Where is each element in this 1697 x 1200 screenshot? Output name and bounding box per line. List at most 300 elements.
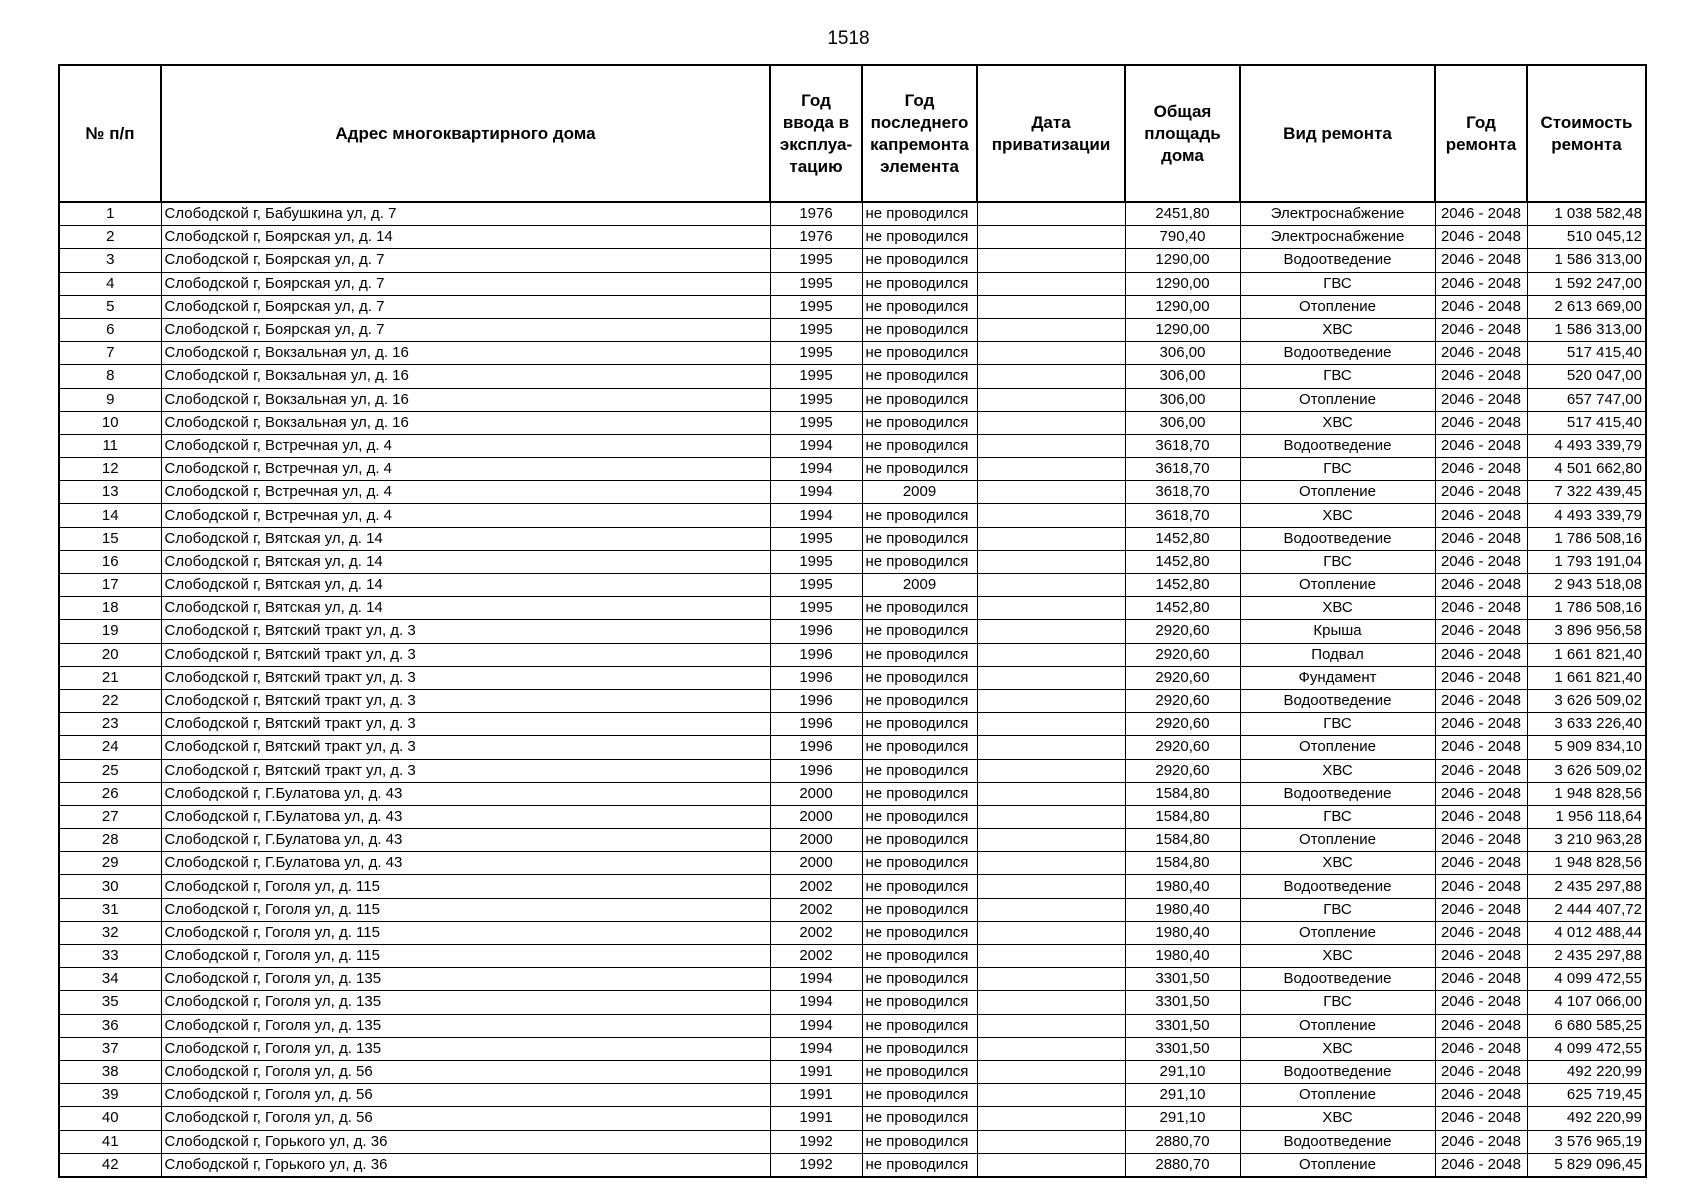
- repair-year-cell: 2046 - 2048: [1435, 643, 1527, 666]
- area-cell: 1584,80: [1125, 782, 1240, 805]
- address-cell: Слободской г, Гоголя ул, д. 115: [161, 875, 770, 898]
- table-row: [59, 318, 1646, 341]
- year-built-cell: 2000: [770, 852, 862, 875]
- table-row: [59, 643, 1646, 666]
- row-number-cell: 24: [59, 736, 161, 759]
- cost-cell: 1 793 191,04: [1527, 550, 1646, 573]
- repair-year-cell: 2046 - 2048: [1435, 898, 1527, 921]
- area-cell: 2451,80: [1125, 202, 1240, 226]
- address-cell: Слободской г, Вокзальная ул, д. 16: [161, 388, 770, 411]
- table-row: [59, 1060, 1646, 1083]
- area-cell: 3618,70: [1125, 458, 1240, 481]
- privatization-cell: [977, 434, 1125, 457]
- row-number-cell: 41: [59, 1130, 161, 1153]
- table-row: [59, 481, 1646, 504]
- cost-cell: 1 592 247,00: [1527, 272, 1646, 295]
- privatization-cell: [977, 1130, 1125, 1153]
- header-repair-type: Вид ремонта: [1240, 65, 1435, 202]
- table-row: [59, 945, 1646, 968]
- repair-year-cell: 2046 - 2048: [1435, 504, 1527, 527]
- privatization-cell: [977, 342, 1125, 365]
- repair-type-cell: ХВС: [1240, 945, 1435, 968]
- repair-year-cell: 2046 - 2048: [1435, 852, 1527, 875]
- row-number-cell: 2: [59, 226, 161, 249]
- privatization-cell: [977, 736, 1125, 759]
- area-cell: 1452,80: [1125, 550, 1240, 573]
- area-cell: 1290,00: [1125, 318, 1240, 341]
- last-repair-cell: не проводился: [862, 388, 977, 411]
- table-row: [59, 620, 1646, 643]
- year-built-cell: 1995: [770, 411, 862, 434]
- last-repair-cell: не проводился: [862, 805, 977, 828]
- area-cell: 306,00: [1125, 411, 1240, 434]
- table-row: [59, 365, 1646, 388]
- table-row: [59, 1084, 1646, 1107]
- last-repair-cell: не проводился: [862, 921, 977, 944]
- area-cell: 1452,80: [1125, 597, 1240, 620]
- row-number-cell: 26: [59, 782, 161, 805]
- year-built-cell: 1995: [770, 574, 862, 597]
- row-number-cell: 32: [59, 921, 161, 944]
- last-repair-cell: не проводился: [862, 226, 977, 249]
- privatization-cell: [977, 875, 1125, 898]
- last-repair-cell: не проводился: [862, 504, 977, 527]
- area-cell: 1584,80: [1125, 805, 1240, 828]
- last-repair-cell: не проводился: [862, 829, 977, 852]
- last-repair-cell: не проводился: [862, 458, 977, 481]
- privatization-cell: [977, 295, 1125, 318]
- privatization-cell: [977, 921, 1125, 944]
- cost-cell: 4 012 488,44: [1527, 921, 1646, 944]
- table-row: [59, 202, 1646, 226]
- privatization-cell: [977, 411, 1125, 434]
- year-built-cell: 1994: [770, 434, 862, 457]
- area-cell: 1452,80: [1125, 527, 1240, 550]
- privatization-cell: [977, 968, 1125, 991]
- area-cell: 2920,60: [1125, 666, 1240, 689]
- year-built-cell: 1992: [770, 1153, 862, 1177]
- last-repair-cell: не проводился: [862, 620, 977, 643]
- header-address: Адрес многоквартирного дома: [161, 65, 770, 202]
- repair-type-cell: Отопление: [1240, 388, 1435, 411]
- cost-cell: 7 322 439,45: [1527, 481, 1646, 504]
- address-cell: Слободской г, Гоголя ул, д. 56: [161, 1107, 770, 1130]
- table-row: [59, 1130, 1646, 1153]
- repair-type-cell: Водоотведение: [1240, 527, 1435, 550]
- last-repair-cell: не проводился: [862, 782, 977, 805]
- repair-type-cell: Водоотведение: [1240, 968, 1435, 991]
- repair-year-cell: 2046 - 2048: [1435, 759, 1527, 782]
- repair-year-cell: 2046 - 2048: [1435, 875, 1527, 898]
- privatization-cell: [977, 597, 1125, 620]
- last-repair-cell: не проводился: [862, 1107, 977, 1130]
- repair-year-cell: 2046 - 2048: [1435, 782, 1527, 805]
- address-cell: Слободской г, Г.Булатова ул, д. 43: [161, 829, 770, 852]
- year-built-cell: 1994: [770, 1014, 862, 1037]
- last-repair-cell: не проводился: [862, 1130, 977, 1153]
- cost-cell: 492 220,99: [1527, 1060, 1646, 1083]
- address-cell: Слободской г, Гоголя ул, д. 115: [161, 945, 770, 968]
- year-built-cell: 1991: [770, 1084, 862, 1107]
- address-cell: Слободской г, Боярская ул, д. 7: [161, 272, 770, 295]
- address-cell: Слободской г, Бабушкина ул, д. 7: [161, 202, 770, 226]
- last-repair-cell: не проводился: [862, 759, 977, 782]
- area-cell: 306,00: [1125, 342, 1240, 365]
- year-built-cell: 1995: [770, 249, 862, 272]
- repair-type-cell: Отопление: [1240, 921, 1435, 944]
- year-built-cell: 1995: [770, 272, 862, 295]
- cost-cell: 2 435 297,88: [1527, 945, 1646, 968]
- table-row: [59, 550, 1646, 573]
- year-built-cell: 1995: [770, 365, 862, 388]
- cost-cell: 2 444 407,72: [1527, 898, 1646, 921]
- repair-type-cell: Крыша: [1240, 620, 1435, 643]
- repair-type-cell: ГВС: [1240, 805, 1435, 828]
- repair-year-cell: 2046 - 2048: [1435, 342, 1527, 365]
- year-built-cell: 1994: [770, 968, 862, 991]
- year-built-cell: 1976: [770, 226, 862, 249]
- repair-type-cell: Отопление: [1240, 574, 1435, 597]
- repair-year-cell: 2046 - 2048: [1435, 597, 1527, 620]
- repair-type-cell: ГВС: [1240, 272, 1435, 295]
- last-repair-cell: не проводился: [862, 666, 977, 689]
- row-number-cell: 3: [59, 249, 161, 272]
- row-number-cell: 27: [59, 805, 161, 828]
- row-number-cell: 18: [59, 597, 161, 620]
- last-repair-cell: не проводился: [862, 968, 977, 991]
- header-year-built: Год ввода в эксплуа-тацию: [770, 65, 862, 202]
- privatization-cell: [977, 365, 1125, 388]
- area-cell: 790,40: [1125, 226, 1240, 249]
- address-cell: Слободской г, Вятский тракт ул, д. 3: [161, 689, 770, 712]
- address-cell: Слободской г, Вятский тракт ул, д. 3: [161, 666, 770, 689]
- cost-cell: 4 107 066,00: [1527, 991, 1646, 1014]
- last-repair-cell: не проводился: [862, 249, 977, 272]
- year-built-cell: 2002: [770, 945, 862, 968]
- cost-cell: 1 661 821,40: [1527, 643, 1646, 666]
- privatization-cell: [977, 272, 1125, 295]
- privatization-cell: [977, 643, 1125, 666]
- area-cell: 1980,40: [1125, 875, 1240, 898]
- repair-year-cell: 2046 - 2048: [1435, 945, 1527, 968]
- repair-type-cell: Отопление: [1240, 1014, 1435, 1037]
- cost-cell: 517 415,40: [1527, 411, 1646, 434]
- table-row: [59, 272, 1646, 295]
- repair-year-cell: 2046 - 2048: [1435, 620, 1527, 643]
- privatization-cell: [977, 782, 1125, 805]
- year-built-cell: 1976: [770, 202, 862, 226]
- area-cell: 3301,50: [1125, 1037, 1240, 1060]
- cost-cell: 520 047,00: [1527, 365, 1646, 388]
- repair-type-cell: Отопление: [1240, 1084, 1435, 1107]
- area-cell: 2920,60: [1125, 689, 1240, 712]
- cost-cell: 1 586 313,00: [1527, 318, 1646, 341]
- privatization-cell: [977, 202, 1125, 226]
- header-privatization: Дата приватизации: [977, 65, 1125, 202]
- row-number-cell: 4: [59, 272, 161, 295]
- cost-cell: 2 613 669,00: [1527, 295, 1646, 318]
- cost-cell: 4 501 662,80: [1527, 458, 1646, 481]
- table-row: [59, 249, 1646, 272]
- last-repair-cell: не проводился: [862, 898, 977, 921]
- table-row: [59, 295, 1646, 318]
- repair-year-cell: 2046 - 2048: [1435, 1037, 1527, 1060]
- repair-year-cell: 2046 - 2048: [1435, 458, 1527, 481]
- row-number-cell: 6: [59, 318, 161, 341]
- last-repair-cell: не проводился: [862, 295, 977, 318]
- repair-year-cell: 2046 - 2048: [1435, 318, 1527, 341]
- privatization-cell: [977, 666, 1125, 689]
- year-built-cell: 1995: [770, 527, 862, 550]
- area-cell: 2920,60: [1125, 759, 1240, 782]
- cost-cell: 1 661 821,40: [1527, 666, 1646, 689]
- last-repair-cell: не проводился: [862, 875, 977, 898]
- last-repair-cell: не проводился: [862, 1084, 977, 1107]
- address-cell: Слободской г, Вятский тракт ул, д. 3: [161, 620, 770, 643]
- repair-type-cell: Подвал: [1240, 643, 1435, 666]
- last-repair-cell: не проводился: [862, 597, 977, 620]
- address-cell: Слободской г, Боярская ул, д. 14: [161, 226, 770, 249]
- row-number-cell: 34: [59, 968, 161, 991]
- year-built-cell: 1996: [770, 689, 862, 712]
- address-cell: Слободской г, Гоголя ул, д. 56: [161, 1084, 770, 1107]
- privatization-cell: [977, 481, 1125, 504]
- row-number-cell: 19: [59, 620, 161, 643]
- address-cell: Слободской г, Встречная ул, д. 4: [161, 434, 770, 457]
- last-repair-cell: не проводился: [862, 852, 977, 875]
- repair-year-cell: 2046 - 2048: [1435, 1153, 1527, 1177]
- cost-cell: 3 576 965,19: [1527, 1130, 1646, 1153]
- area-cell: 1980,40: [1125, 921, 1240, 944]
- privatization-cell: [977, 689, 1125, 712]
- repair-type-cell: Водоотведение: [1240, 875, 1435, 898]
- repair-type-cell: ХВС: [1240, 411, 1435, 434]
- repair-type-cell: Водоотведение: [1240, 434, 1435, 457]
- repair-year-cell: 2046 - 2048: [1435, 689, 1527, 712]
- area-cell: 291,10: [1125, 1060, 1240, 1083]
- privatization-cell: [977, 388, 1125, 411]
- address-cell: Слободской г, Встречная ул, д. 4: [161, 458, 770, 481]
- area-cell: 1290,00: [1125, 249, 1240, 272]
- privatization-cell: [977, 574, 1125, 597]
- repair-type-cell: Водоотведение: [1240, 689, 1435, 712]
- repair-year-cell: 2046 - 2048: [1435, 411, 1527, 434]
- cost-cell: 4 493 339,79: [1527, 434, 1646, 457]
- table-row: [59, 805, 1646, 828]
- table-row: [59, 1037, 1646, 1060]
- year-built-cell: 2002: [770, 875, 862, 898]
- area-cell: 1980,40: [1125, 898, 1240, 921]
- repair-type-cell: ХВС: [1240, 1107, 1435, 1130]
- row-number-cell: 38: [59, 1060, 161, 1083]
- last-repair-cell: не проводился: [862, 736, 977, 759]
- address-cell: Слободской г, Встречная ул, д. 4: [161, 504, 770, 527]
- table-row: [59, 968, 1646, 991]
- repair-type-cell: Водоотведение: [1240, 342, 1435, 365]
- cost-cell: 1 786 508,16: [1527, 527, 1646, 550]
- year-built-cell: 2002: [770, 921, 862, 944]
- last-repair-cell: не проводился: [862, 318, 977, 341]
- repair-type-cell: Электроснабжение: [1240, 226, 1435, 249]
- cost-cell: 3 626 509,02: [1527, 689, 1646, 712]
- cost-cell: 1 956 118,64: [1527, 805, 1646, 828]
- row-number-cell: 16: [59, 550, 161, 573]
- privatization-cell: [977, 318, 1125, 341]
- address-cell: Слободской г, Г.Булатова ул, д. 43: [161, 805, 770, 828]
- cost-cell: 2 435 297,88: [1527, 875, 1646, 898]
- row-number-cell: 11: [59, 434, 161, 457]
- area-cell: 1452,80: [1125, 574, 1240, 597]
- address-cell: Слободской г, Вятский тракт ул, д. 3: [161, 643, 770, 666]
- area-cell: 2920,60: [1125, 713, 1240, 736]
- repair-year-cell: 2046 - 2048: [1435, 365, 1527, 388]
- repair-type-cell: Отопление: [1240, 829, 1435, 852]
- repair-type-cell: ХВС: [1240, 597, 1435, 620]
- repair-year-cell: 2046 - 2048: [1435, 736, 1527, 759]
- address-cell: Слободской г, Вятский тракт ул, д. 3: [161, 713, 770, 736]
- table-row: [59, 829, 1646, 852]
- year-built-cell: 1995: [770, 597, 862, 620]
- year-built-cell: 1994: [770, 458, 862, 481]
- row-number-cell: 39: [59, 1084, 161, 1107]
- repair-type-cell: Отопление: [1240, 736, 1435, 759]
- last-repair-cell: не проводился: [862, 272, 977, 295]
- area-cell: 291,10: [1125, 1107, 1240, 1130]
- table-row: [59, 759, 1646, 782]
- last-repair-cell: не проводился: [862, 991, 977, 1014]
- cost-cell: 657 747,00: [1527, 388, 1646, 411]
- address-cell: Слободской г, Гоголя ул, д. 135: [161, 1037, 770, 1060]
- repair-type-cell: ГВС: [1240, 550, 1435, 573]
- repair-type-cell: Водоотведение: [1240, 1060, 1435, 1083]
- area-cell: 306,00: [1125, 365, 1240, 388]
- area-cell: 1290,00: [1125, 272, 1240, 295]
- repair-year-cell: 2046 - 2048: [1435, 226, 1527, 249]
- row-number-cell: 40: [59, 1107, 161, 1130]
- header-cost: Стоимость ремонта: [1527, 65, 1646, 202]
- row-number-cell: 20: [59, 643, 161, 666]
- header-row: [59, 65, 1646, 202]
- area-cell: 1980,40: [1125, 945, 1240, 968]
- table-row: [59, 898, 1646, 921]
- year-built-cell: 1995: [770, 550, 862, 573]
- row-number-cell: 35: [59, 991, 161, 1014]
- cost-cell: 510 045,12: [1527, 226, 1646, 249]
- repair-year-cell: 2046 - 2048: [1435, 574, 1527, 597]
- cost-cell: 3 210 963,28: [1527, 829, 1646, 852]
- address-cell: Слободской г, Гоголя ул, д. 135: [161, 968, 770, 991]
- row-number-cell: 14: [59, 504, 161, 527]
- area-cell: 3301,50: [1125, 1014, 1240, 1037]
- table-row: [59, 527, 1646, 550]
- area-cell: 3301,50: [1125, 968, 1240, 991]
- address-cell: Слободской г, Боярская ул, д. 7: [161, 249, 770, 272]
- year-built-cell: 1994: [770, 504, 862, 527]
- repair-type-cell: Водоотведение: [1240, 249, 1435, 272]
- repair-year-cell: 2046 - 2048: [1435, 829, 1527, 852]
- year-built-cell: 1994: [770, 991, 862, 1014]
- repair-type-cell: Водоотведение: [1240, 782, 1435, 805]
- privatization-cell: [977, 1084, 1125, 1107]
- last-repair-cell: не проводился: [862, 342, 977, 365]
- repair-type-cell: ГВС: [1240, 898, 1435, 921]
- table-row: [59, 411, 1646, 434]
- year-built-cell: 1991: [770, 1060, 862, 1083]
- last-repair-cell: не проводился: [862, 643, 977, 666]
- cost-cell: 1 038 582,48: [1527, 202, 1646, 226]
- address-cell: Слободской г, Вятская ул, д. 14: [161, 574, 770, 597]
- cost-cell: 3 896 956,58: [1527, 620, 1646, 643]
- privatization-cell: [977, 458, 1125, 481]
- year-built-cell: 2000: [770, 829, 862, 852]
- cost-cell: 5 829 096,45: [1527, 1153, 1646, 1177]
- last-repair-cell: не проводился: [862, 1153, 977, 1177]
- repair-year-cell: 2046 - 2048: [1435, 666, 1527, 689]
- row-number-cell: 13: [59, 481, 161, 504]
- last-repair-cell: не проводился: [862, 945, 977, 968]
- cost-cell: 3 626 509,02: [1527, 759, 1646, 782]
- privatization-cell: [977, 249, 1125, 272]
- row-number-cell: 7: [59, 342, 161, 365]
- table-row: [59, 504, 1646, 527]
- address-cell: Слободской г, Вятский тракт ул, д. 3: [161, 736, 770, 759]
- address-cell: Слободской г, Боярская ул, д. 7: [161, 318, 770, 341]
- cost-cell: 1 786 508,16: [1527, 597, 1646, 620]
- privatization-cell: [977, 945, 1125, 968]
- area-cell: 3301,50: [1125, 991, 1240, 1014]
- table-row: [59, 1153, 1646, 1177]
- privatization-cell: [977, 852, 1125, 875]
- cost-cell: 5 909 834,10: [1527, 736, 1646, 759]
- year-built-cell: 1996: [770, 713, 862, 736]
- last-repair-cell: не проводился: [862, 713, 977, 736]
- address-cell: Слободской г, Г.Булатова ул, д. 43: [161, 852, 770, 875]
- repair-year-cell: 2046 - 2048: [1435, 991, 1527, 1014]
- repair-year-cell: 2046 - 2048: [1435, 1107, 1527, 1130]
- year-built-cell: 1996: [770, 620, 862, 643]
- area-cell: 3618,70: [1125, 481, 1240, 504]
- privatization-cell: [977, 550, 1125, 573]
- repair-register-table: [58, 64, 1647, 1178]
- table-row: [59, 1107, 1646, 1130]
- year-built-cell: 1995: [770, 318, 862, 341]
- header-last-repair: Год последнего капремонта элемента: [862, 65, 977, 202]
- table-row: [59, 666, 1646, 689]
- repair-year-cell: 2046 - 2048: [1435, 550, 1527, 573]
- repair-year-cell: 2046 - 2048: [1435, 272, 1527, 295]
- area-cell: 1584,80: [1125, 829, 1240, 852]
- area-cell: 3618,70: [1125, 434, 1240, 457]
- cost-cell: 4 099 472,55: [1527, 1037, 1646, 1060]
- repair-year-cell: 2046 - 2048: [1435, 481, 1527, 504]
- repair-year-cell: 2046 - 2048: [1435, 968, 1527, 991]
- last-repair-cell: 2009: [862, 574, 977, 597]
- year-built-cell: 2000: [770, 782, 862, 805]
- year-built-cell: 1991: [770, 1107, 862, 1130]
- address-cell: Слободской г, Г.Булатова ул, д. 43: [161, 782, 770, 805]
- address-cell: Слободской г, Горького ул, д. 36: [161, 1153, 770, 1177]
- year-built-cell: 2000: [770, 805, 862, 828]
- privatization-cell: [977, 527, 1125, 550]
- row-number-cell: 17: [59, 574, 161, 597]
- cost-cell: 492 220,99: [1527, 1107, 1646, 1130]
- privatization-cell: [977, 898, 1125, 921]
- row-number-cell: 8: [59, 365, 161, 388]
- repair-type-cell: ХВС: [1240, 852, 1435, 875]
- address-cell: Слободской г, Вокзальная ул, д. 16: [161, 411, 770, 434]
- address-cell: Слободской г, Встречная ул, д. 4: [161, 481, 770, 504]
- year-built-cell: 1995: [770, 342, 862, 365]
